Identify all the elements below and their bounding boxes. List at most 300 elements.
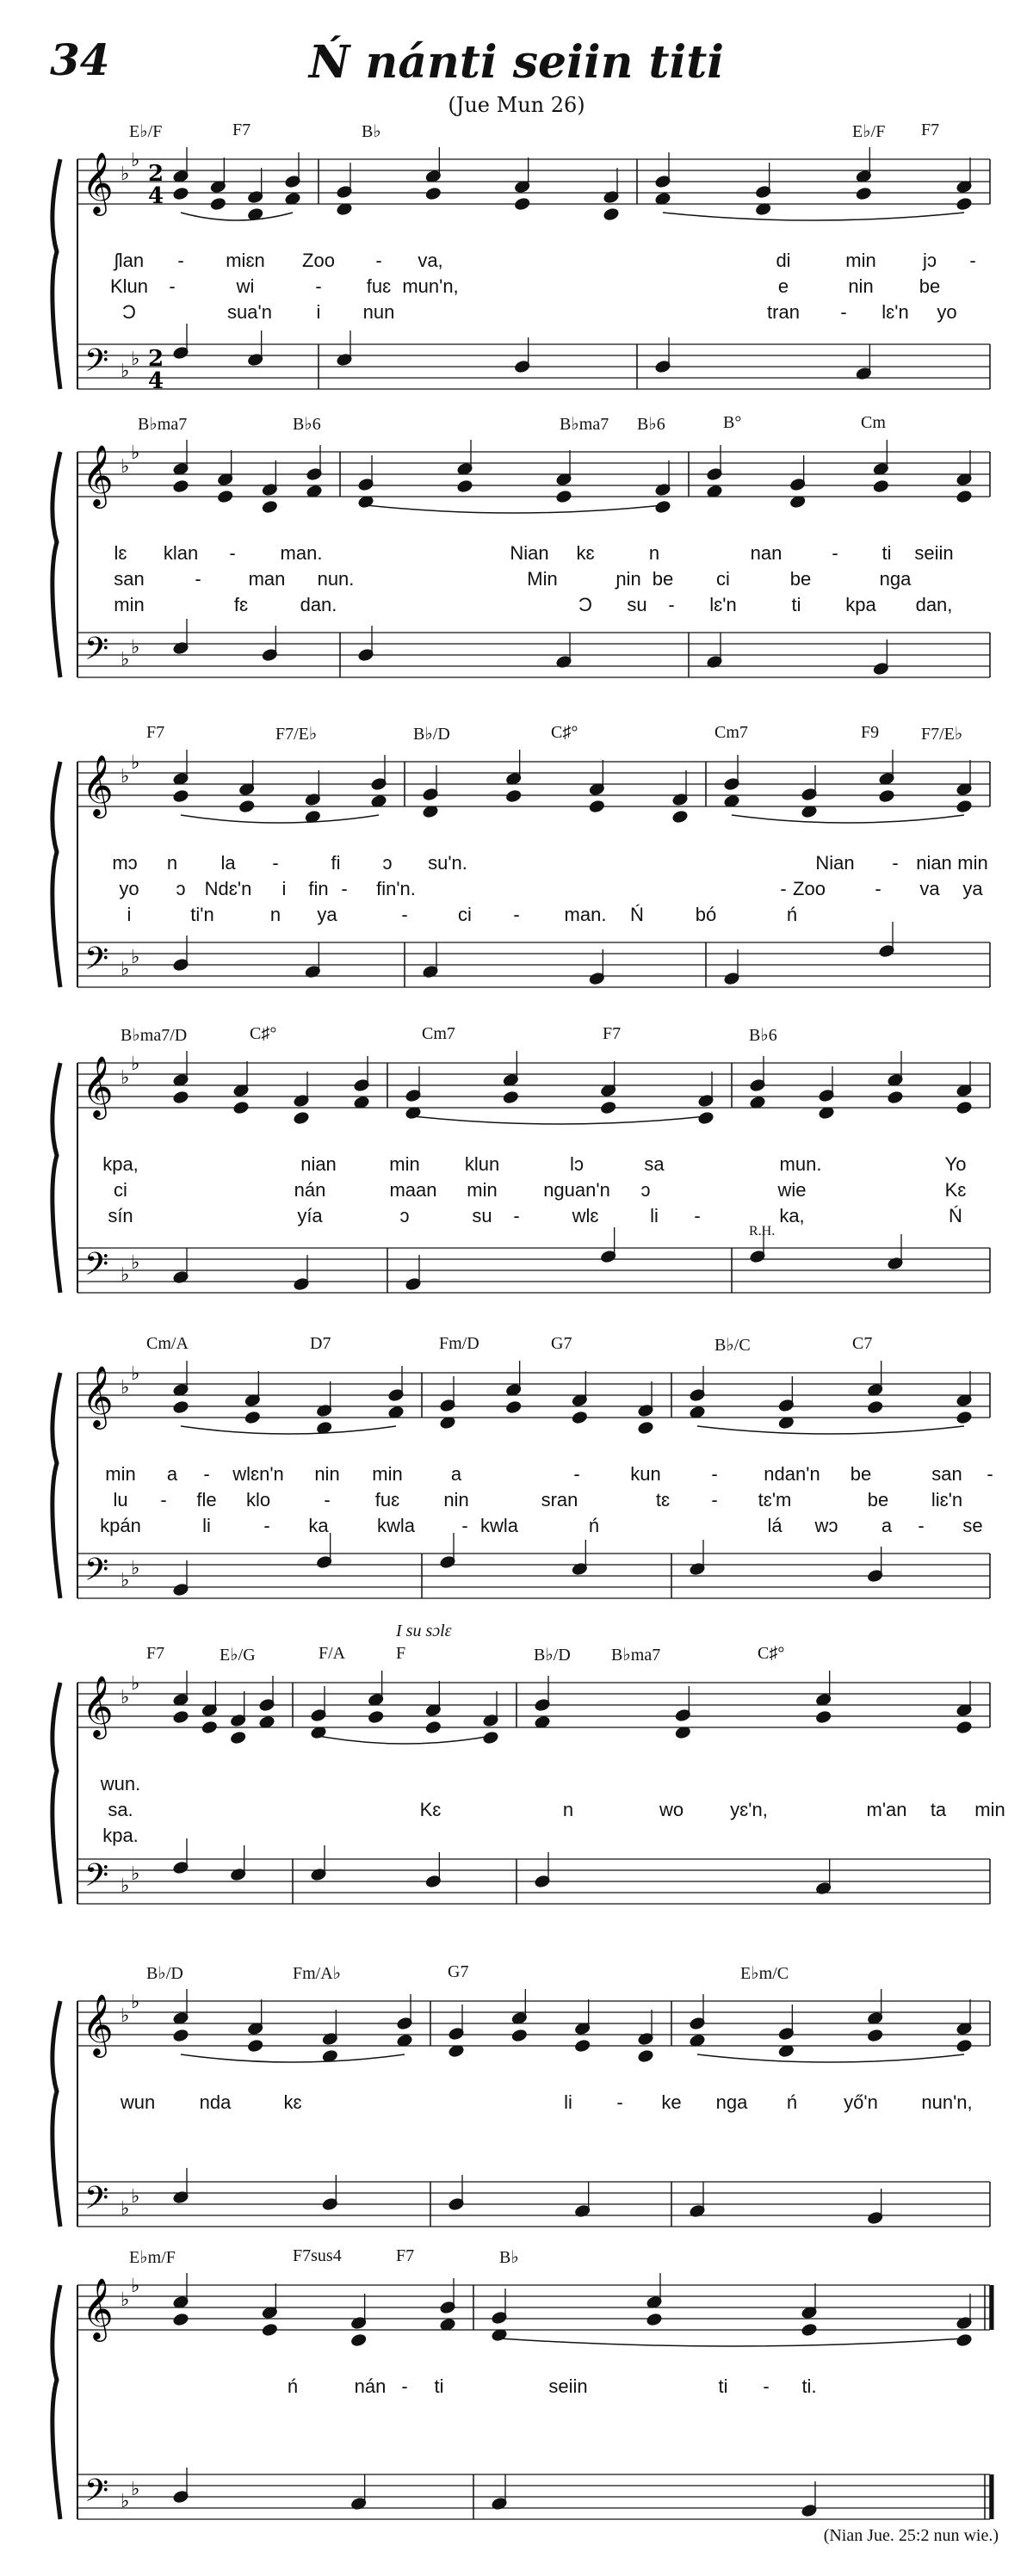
slur — [319, 1736, 491, 1744]
chord-symbol: B♭/C — [714, 1336, 751, 1355]
lyric-syllable: li — [202, 1515, 211, 1536]
lyric-syllable: ndan'n — [764, 1463, 820, 1485]
lyric-syllable: - — [169, 275, 176, 297]
slur — [181, 815, 379, 823]
treble-note — [956, 197, 973, 211]
treble-note — [801, 2323, 818, 2337]
treble-note — [956, 800, 973, 813]
lyric-syllable: mun'n, — [402, 275, 459, 297]
music-system — [34, 723, 1007, 1011]
treble-note — [638, 1421, 654, 1435]
treble-note — [210, 197, 226, 211]
lyric-syllable: fuɛ — [366, 275, 392, 297]
footer-reference: (Nian Jue. 25:2 nun wie.) — [823, 2526, 999, 2545]
lyric-syllable: - — [763, 2375, 770, 2397]
treble-note — [956, 1101, 973, 1115]
lyric-syllable: min — [389, 1153, 420, 1175]
lyric-syllable: seiin — [914, 542, 954, 564]
bass-staff — [77, 2474, 990, 2519]
lyric-syllable: kɛ — [283, 2091, 302, 2113]
treble-staff — [77, 159, 990, 204]
chord-symbol: B♭/D — [534, 1646, 571, 1665]
chord-symbol: F7/E♭ — [921, 725, 963, 744]
lyric-syllable: va — [919, 878, 940, 899]
key-flat-icon: ♭ — [121, 1264, 130, 1286]
lyric-syllable: nga — [879, 568, 912, 590]
lyric-syllable: - — [272, 852, 279, 874]
treble-staff — [77, 1683, 990, 1727]
chord-symbol: B♭ — [362, 122, 381, 141]
treble-note — [589, 800, 605, 813]
treble-note — [956, 2039, 973, 2053]
lyric-syllable: fi — [331, 852, 341, 874]
page-number: 34 — [50, 34, 110, 85]
chord-symbol: B♭6 — [637, 415, 665, 434]
lyric-syllable: be — [789, 568, 812, 590]
treble-note — [247, 2039, 263, 2053]
chord-symbol: F7 — [396, 2246, 415, 2265]
time-signature-denominator: 4 — [148, 368, 164, 394]
lyric-syllable: min — [974, 1799, 1005, 1820]
lyric-syllable: liɛ'n — [931, 1489, 963, 1510]
treble-note — [262, 500, 278, 514]
lyric-line — [34, 568, 1007, 594]
lyric-syllable: - — [892, 852, 899, 874]
lyric-syllable: nin — [848, 275, 874, 297]
lyric-syllable: tran — [767, 301, 800, 323]
time-signature-numerator: 2 — [148, 346, 164, 372]
lyric-syllable: ci — [114, 1179, 127, 1201]
lyric-syllable: - — [229, 542, 236, 564]
music-system — [34, 2246, 1007, 2543]
treble-note — [603, 207, 620, 221]
treble-note — [514, 197, 530, 211]
lyric-syllable: - — [987, 1463, 993, 1485]
lyric-syllable: ɔ — [382, 852, 393, 874]
lyric-syllable: be — [652, 568, 674, 590]
chord-symbol: F — [396, 1644, 406, 1663]
key-flat-icon: ♭ — [121, 2491, 130, 2512]
key-flat-icon: ♭ — [121, 2198, 130, 2220]
bass-clef-icon: 𝄢 — [84, 2473, 109, 2517]
music-system — [34, 1334, 1007, 1622]
treble-note — [879, 789, 895, 803]
lyric-syllable: nun — [362, 301, 395, 323]
chord-symbol: B♭/D — [146, 1964, 183, 1983]
lyric-syllable: wi — [236, 275, 255, 297]
lyric-syllable: bó — [695, 904, 717, 925]
lyric-syllable: Ń — [630, 904, 644, 925]
key-flat-icon: ♭ — [121, 959, 130, 980]
lyric-line — [34, 1463, 1007, 1489]
key-flat-icon: ♭ — [131, 1992, 140, 2013]
lyric-syllable: jɔ — [923, 250, 937, 271]
treble-note — [173, 479, 189, 493]
chord-symbol: G7 — [448, 1962, 469, 1981]
lyric-syllable: Zoo — [302, 250, 335, 271]
slur — [663, 213, 964, 220]
treble-note — [511, 2029, 528, 2042]
lyric-syllable: - — [513, 904, 520, 925]
lyric-syllable: man. — [280, 542, 323, 564]
lyric-syllable: man — [248, 568, 286, 590]
treble-note — [505, 1400, 522, 1414]
lyric-syllable: - — [513, 1205, 520, 1226]
bass-staff — [77, 2182, 990, 2227]
lyrics-block — [34, 542, 1007, 620]
lyric-syllable: Min — [527, 568, 558, 590]
lyric-syllable: nun. — [317, 568, 355, 590]
key-flat-icon: ♭ — [131, 1053, 140, 1075]
treble-note — [350, 2333, 367, 2347]
lyric-syllable: - — [711, 1463, 718, 1485]
lyric-syllable: ti — [434, 2375, 444, 2397]
lyric-syllable: Nian — [510, 542, 549, 564]
lyric-syllable: i — [281, 878, 287, 899]
key-flat-icon: ♭ — [121, 649, 130, 670]
treble-note — [201, 1720, 218, 1734]
lyric-syllable: nun'n, — [921, 2091, 973, 2113]
lyric-syllable: ka — [308, 1515, 329, 1536]
lyric-syllable: tɛ — [655, 1489, 671, 1510]
music-system — [34, 1622, 1007, 1928]
lyric-syllable: ɔ — [176, 878, 186, 899]
chord-symbol: F7 — [146, 1644, 165, 1663]
lyric-syllable: - — [315, 275, 322, 297]
time-signature-numerator: 2 — [148, 161, 164, 187]
treble-note — [655, 500, 671, 514]
lyric-syllable: sa — [644, 1153, 665, 1175]
treble-note — [483, 1731, 499, 1745]
treble-note — [956, 1411, 973, 1424]
treble-note — [233, 1101, 250, 1115]
treble-note — [173, 1090, 189, 1104]
lyric-syllable: miɛn — [226, 250, 265, 271]
treble-note — [856, 187, 872, 201]
chord-symbol: C♯° — [551, 723, 578, 742]
music-system — [34, 1024, 1007, 1317]
lyric-line — [34, 2375, 1007, 2401]
lyric-line — [34, 1205, 1007, 1231]
key-flat-icon: ♭ — [121, 164, 130, 185]
lyric-syllable: n — [166, 852, 178, 874]
lyric-syllable: n — [562, 1799, 574, 1820]
lyrics-block — [34, 1773, 1007, 1850]
lyric-line — [34, 1515, 1007, 1541]
treble-staff — [77, 1373, 990, 1418]
treble-note — [646, 2313, 663, 2326]
lyric-syllable: - — [160, 1489, 167, 1510]
lyric-syllable: i — [316, 301, 321, 323]
lyric-line — [34, 1489, 1007, 1515]
lyric-syllable: - — [195, 568, 201, 590]
lyric-syllable: ʃlan — [114, 250, 145, 271]
lyric-line — [34, 2091, 1007, 2117]
lyric-syllable: wun. — [100, 1773, 141, 1795]
treble-note — [238, 800, 255, 813]
treble-note — [505, 789, 522, 803]
lyric-syllable: ke — [661, 2091, 682, 2113]
treble-note — [672, 810, 689, 824]
treble-clef-icon: 𝄞 — [82, 151, 114, 213]
lyric-syllable: kun — [630, 1463, 661, 1485]
treble-note — [503, 1090, 519, 1104]
lyric-syllable: ń — [287, 2375, 299, 2397]
chord-symbol: B♭ma7 — [138, 415, 188, 434]
lyric-syllable: kpán — [100, 1515, 141, 1536]
lyric-syllable: ti — [881, 542, 892, 564]
lyric-syllable: ti'n — [190, 904, 214, 925]
chord-symbol: B° — [723, 413, 742, 432]
lyric-syllable: nda — [199, 2091, 232, 2113]
key-flat-icon: ♭ — [121, 766, 130, 788]
lyric-syllable: se — [962, 1515, 983, 1536]
treble-note — [368, 1710, 384, 1724]
lyric-syllable: Kɛ — [419, 1799, 442, 1820]
chord-symbol: F9 — [861, 723, 880, 742]
key-flat-icon: ♭ — [131, 2479, 140, 2500]
lyric-syllable: mɔ — [112, 852, 138, 874]
treble-note — [244, 1411, 261, 1424]
chord-symbol: F7 — [603, 1024, 622, 1043]
treble-note — [956, 490, 973, 503]
lyric-syllable: fin'n. — [376, 878, 416, 899]
lyric-syllable: nga — [715, 2091, 748, 2113]
lyric-syllable: ń — [588, 1515, 600, 1536]
treble-staff — [77, 762, 990, 806]
slur — [181, 1426, 396, 1434]
chord-symbol: Cm — [861, 413, 886, 432]
treble-note — [425, 187, 442, 201]
lyric-syllable: ń — [786, 2091, 798, 2113]
time-signature-denominator: 4 — [148, 183, 164, 209]
lyric-syllable: la — [220, 852, 236, 874]
lyric-syllable: - — [401, 904, 408, 925]
chord-symbol: B♭/D — [413, 725, 450, 744]
lyric-syllable: - — [918, 1515, 925, 1536]
lyric-syllable: yɛ'n, — [730, 1799, 768, 1820]
lyric-syllable: - — [780, 878, 787, 899]
lyric-syllable: min — [957, 852, 988, 874]
key-flat-icon: ♭ — [131, 1252, 140, 1274]
lyrics-block — [34, 1153, 1007, 1231]
lyric-line — [34, 878, 1007, 904]
lyric-syllable: klan — [163, 542, 199, 564]
lyric-syllable: yo — [937, 301, 957, 323]
slur — [697, 1426, 964, 1434]
lyric-syllable: wɔ — [814, 1515, 838, 1536]
slur — [413, 1116, 706, 1124]
treble-note — [600, 1101, 616, 1115]
key-flat-icon: ♭ — [131, 752, 140, 774]
lyric-syllable: - — [875, 878, 881, 899]
key-flat-icon: ♭ — [131, 150, 140, 171]
treble-staff — [77, 2001, 990, 2046]
lyric-syllable: min — [114, 594, 145, 615]
lyric-syllable: nguan'n — [543, 1179, 610, 1201]
lyric-syllable: kɛ — [576, 542, 595, 564]
treble-note — [638, 2049, 654, 2063]
lyric-syllable: Zoo — [793, 878, 826, 899]
lyric-syllable: nán — [354, 2375, 387, 2397]
key-flat-icon: ♭ — [131, 1863, 140, 1885]
chord-symbol: F7 — [921, 120, 940, 139]
lyric-syllable: lu — [113, 1489, 128, 1510]
treble-note — [173, 187, 189, 201]
key-flat-icon: ♭ — [131, 637, 140, 658]
chord-symbol: Cm7 — [714, 723, 748, 742]
lyric-syllable: be — [867, 1489, 889, 1510]
lyric-syllable: mun. — [779, 1153, 822, 1175]
lyric-syllable: lɛ'n — [709, 594, 737, 615]
lyric-syllable: wlɛn'n — [232, 1463, 284, 1485]
lyric-syllable: san — [114, 568, 145, 590]
lyric-syllable: sua'n — [227, 301, 272, 323]
chord-symbol: Fm/D — [439, 1334, 479, 1353]
key-flat-icon: ♭ — [131, 947, 140, 968]
lyric-syllable: Kɛ — [944, 1179, 967, 1201]
bass-staff — [77, 1859, 990, 1904]
lyric-syllable: Ndɛ'n — [204, 878, 252, 899]
lyric-syllable: dan, — [915, 594, 953, 615]
lyric-syllable: n — [269, 904, 281, 925]
lyrics-block — [34, 250, 1007, 327]
key-flat-icon: ♭ — [131, 1363, 140, 1385]
lyric-syllable: li — [564, 2091, 572, 2113]
key-flat-icon: ♭ — [121, 2005, 130, 2027]
lyric-syllable: ci — [716, 568, 730, 590]
lyric-syllable: Ɔ — [122, 301, 136, 323]
key-flat-icon: ♭ — [121, 456, 130, 478]
lyric-syllable: i — [127, 904, 132, 925]
lyric-syllable: wun — [120, 2091, 156, 2113]
chord-symbol: F7/E♭ — [275, 725, 318, 744]
lyric-syllable: ɔ — [640, 1179, 651, 1201]
lyric-syllable: a — [166, 1463, 178, 1485]
lyric-syllable: - — [375, 250, 382, 271]
lyric-line — [34, 1773, 1007, 1799]
lyric-syllable: kpa — [845, 594, 876, 615]
lyric-syllable: wie — [777, 1179, 807, 1201]
lyric-syllable: - — [263, 1515, 270, 1536]
chord-symbol: F7sus4 — [293, 2246, 342, 2265]
bass-staff — [77, 633, 990, 677]
lyric-syllable: ti — [718, 2375, 728, 2397]
treble-clef-icon: 𝄞 — [82, 1992, 114, 2055]
lyrics-block — [34, 852, 1007, 930]
lyric-syllable: ka, — [779, 1205, 805, 1226]
lyric-syllable: nan — [750, 542, 782, 564]
key-flat-icon: ♭ — [121, 1067, 130, 1089]
treble-note — [873, 479, 889, 493]
lyric-syllable: kpa. — [102, 1825, 139, 1846]
lyric-line — [34, 275, 1007, 301]
music-system — [34, 120, 1007, 413]
lyric-line — [34, 1825, 1007, 1850]
chord-symbol: F7 — [232, 120, 251, 139]
treble-note — [574, 2039, 591, 2053]
lyric-syllable: ti. — [801, 2375, 817, 2397]
lyric-syllable: - — [832, 542, 838, 564]
bass-staff — [77, 1554, 990, 1598]
bass-staff — [77, 344, 990, 389]
slur — [366, 505, 663, 513]
treble-note — [173, 2029, 189, 2042]
lyric-syllable: nán — [294, 1179, 326, 1201]
bass-staff — [77, 1248, 990, 1293]
lyric-syllable: - — [969, 250, 976, 271]
treble-note — [425, 1720, 442, 1734]
bass-clef-icon: 𝄢 — [84, 631, 109, 675]
bass-clef-icon: 𝄢 — [84, 1552, 109, 1596]
brace — [53, 2285, 60, 2519]
lyric-syllable: kwla — [376, 1515, 416, 1536]
treble-staff — [77, 1063, 990, 1108]
lyric-line — [34, 1179, 1007, 1205]
chord-symbol: F7 — [146, 723, 165, 742]
lyric-syllable: san — [931, 1463, 962, 1485]
lyric-syllable: a — [450, 1463, 462, 1485]
key-flat-icon: ♭ — [121, 1875, 130, 1897]
lyric-syllable: be — [919, 275, 941, 297]
treble-note — [173, 1400, 189, 1414]
lyric-syllable: ya — [317, 904, 337, 925]
music-system — [34, 413, 1007, 701]
lyric-syllable: su — [627, 594, 647, 615]
chord-symbol: D7 — [310, 1334, 331, 1353]
lyric-line — [34, 904, 1007, 930]
lyric-syllable: va, — [418, 250, 443, 271]
chord-symbol: B♭6 — [749, 1026, 777, 1045]
lyric-syllable: - — [616, 2091, 623, 2113]
lyric-syllable: yía — [297, 1205, 323, 1226]
treble-note — [173, 789, 189, 803]
lyric-syllable: fuɛ — [374, 1489, 400, 1510]
slur — [181, 213, 293, 220]
lyric-syllable: lɛ'n — [881, 301, 909, 323]
treble-note — [956, 2333, 973, 2347]
slur — [732, 815, 964, 823]
lyric-syllable: min — [845, 250, 876, 271]
lyric-syllable: - — [668, 594, 675, 615]
lyric-line — [34, 594, 1007, 620]
key-flat-icon: ♭ — [131, 2276, 140, 2297]
treble-clef-icon: 𝄞 — [82, 443, 114, 506]
bass-clef-icon: 𝄢 — [84, 1857, 109, 1901]
lyrics-block — [34, 2091, 1007, 2117]
treble-staff — [77, 2285, 990, 2330]
chord-symbol: B♭ma7 — [611, 1646, 661, 1665]
bass-clef-icon: 𝄢 — [84, 343, 109, 386]
lyric-syllable: n — [648, 542, 660, 564]
lyric-line — [34, 852, 1007, 878]
lyric-syllable: lá — [767, 1515, 782, 1536]
lyric-syllable: min — [372, 1463, 403, 1485]
lyric-syllable: Ɔ — [578, 594, 592, 615]
lyric-syllable: tɛ'm — [758, 1489, 792, 1510]
treble-note — [867, 1400, 883, 1414]
lyric-syllable: Yo — [944, 1153, 967, 1175]
lyric-syllable: kpa, — [102, 1153, 139, 1175]
lyric-syllable: li — [650, 1205, 659, 1226]
treble-note — [572, 1411, 588, 1424]
key-flat-icon: ♭ — [131, 1673, 140, 1695]
lyric-line — [34, 1153, 1007, 1179]
treble-note — [230, 1731, 246, 1745]
treble-clef-icon: 𝄞 — [82, 753, 114, 816]
bass-clef-icon: 𝄢 — [84, 1246, 109, 1290]
slur — [181, 2054, 405, 2062]
